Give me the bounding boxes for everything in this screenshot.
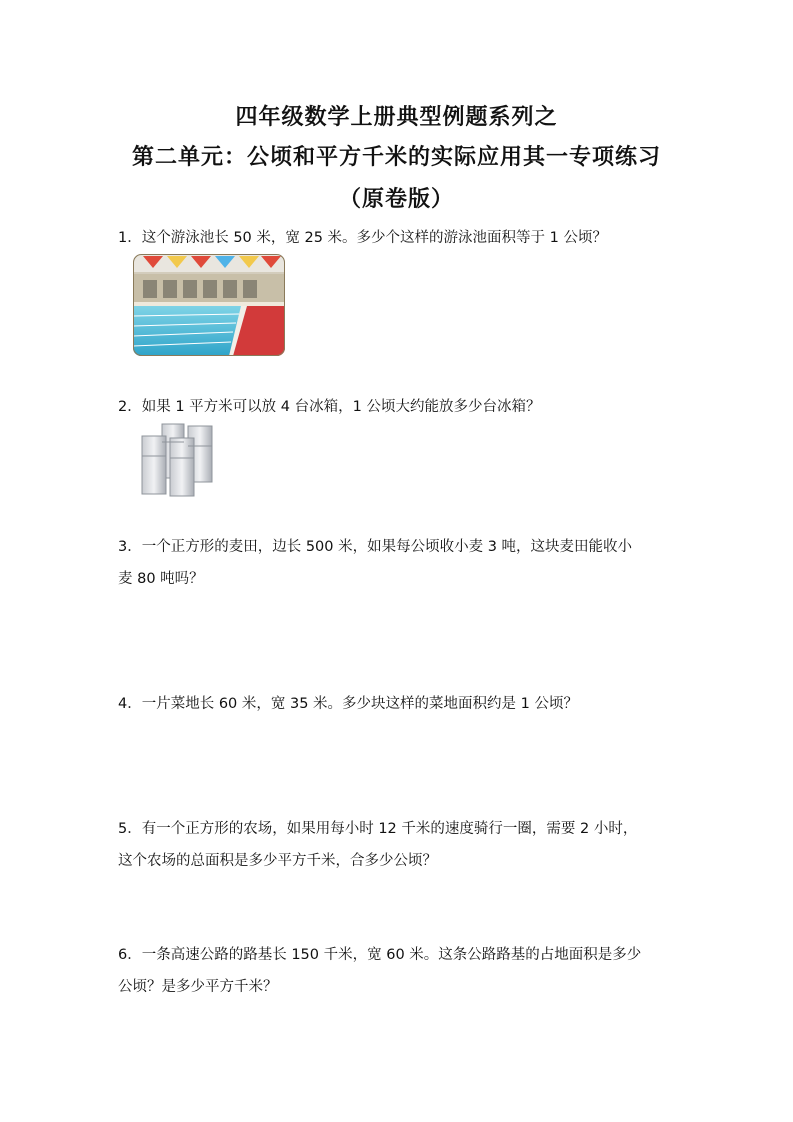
question-6-line-1: 6．一条高速公路的路基长 150 千米，宽 60 米。这条公路路基的占地面积是多少	[118, 947, 642, 963]
document-title-line-1: 四年级数学上册典型例题系列之	[235, 105, 558, 130]
question-1	[118, 222, 683, 254]
question-3-line-1: 3．一个正方形的麦田，边长 500 米，如果每公顷收小麦 3 吨，这块麦田能收小	[118, 539, 633, 555]
question-5-line-2: 这个农场的总面积是多少平方千米，合多少公顷？	[118, 853, 437, 869]
question-6-line-2: 公顷？是多少平方千米？	[118, 979, 278, 995]
question-5	[118, 813, 683, 877]
question-6	[118, 939, 683, 1003]
document-title-line-2: 第二单元：公顷和平方千米的实际应用其一专项练习	[131, 145, 661, 170]
question-4-line-1: 4．一片菜地长 60 米，宽 35 米。多少块这样的菜地面积约是 1 公顷？	[118, 696, 579, 712]
question-3	[118, 531, 683, 595]
question-2-line-1: 2．如果 1 平方米可以放 4 台冰箱，1 公顷大约能放多少台冰箱？	[118, 399, 541, 415]
question-2	[118, 391, 683, 423]
document-title-line-3: （原卷版）	[338, 187, 454, 212]
question-1-line-1: 1．这个游泳池长 50 米，宽 25 米。多少个这样的游泳池面积等于 1 公顷？	[118, 230, 608, 246]
swimming-pool-image	[133, 254, 285, 356]
refrigerators-image	[138, 422, 218, 498]
question-4	[118, 688, 683, 720]
question-3-line-2: 麦 80 吨吗？	[118, 571, 204, 587]
question-5-line-1: 5．有一个正方形的农场，如果用每小时 12 千米的速度骑行一圈，需要 2 小时，	[118, 821, 638, 837]
